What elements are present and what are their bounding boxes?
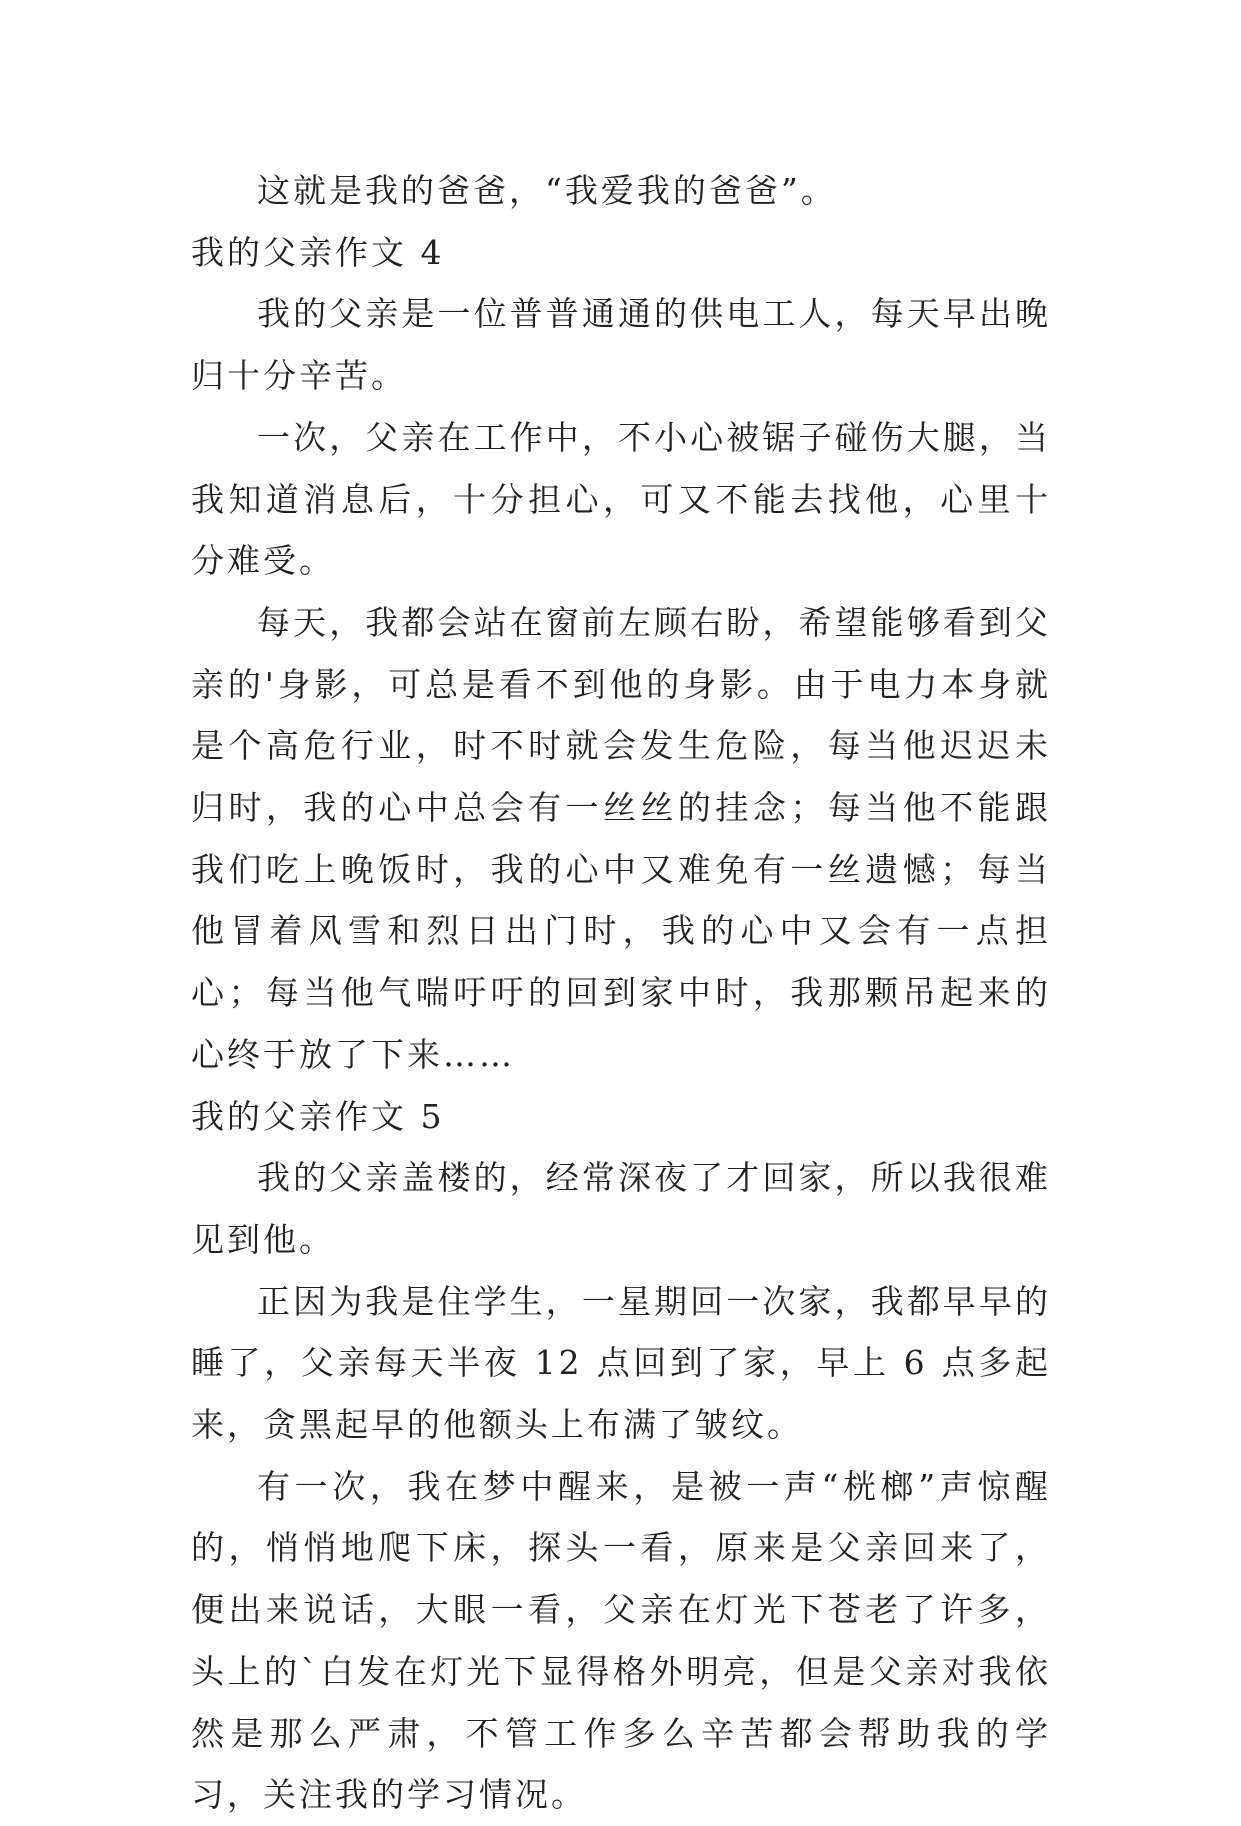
section-heading: 我的父亲作文 4 <box>191 232 445 272</box>
paragraph: 每天，我都会站在窗前左顾右盼，希望能够看到父亲的'身影，可总是看不到他的身影。由于电力本身就是个高危行业，时不时就会发生危险，每当他迟迟未归时，我的心中总会有一丝丝的挂念；每当他不能跟我们吃上晚饭时，我的心中又难免有一丝遗憾；每当他冒着风雪和烈日出门时，我的心中又会有一点担心；每当他气喘吁吁的回到家中时，我那颗吊起来的心终于放了下来…… <box>191 602 1051 1074</box>
paragraph: 正因为我是住学生，一星期回一次家，我都早早的睡了，父亲每天半夜 12 点回到了家，早上 6 点多起来，贪黑起早的他额头上布满了皱纹。 <box>191 1281 1051 1445</box>
paragraph: 我的父亲是一位普普通通的供电工人，每天早出晚归十分辛苦。 <box>191 294 1051 396</box>
paragraph: 这就是我的爸爸，“我爱我的爸爸”。 <box>257 171 837 210</box>
paragraph: 我的父亲盖楼的，经常深夜了才回家，所以我很难见到他。 <box>191 1158 1051 1259</box>
section-heading: 我的父亲作文 5 <box>191 1096 445 1136</box>
paragraph: 有一次，我在梦中醒来，是被一声“桄榔”声惊醒的，悄悄地爬下床，探头一看，原来是父亲回来了，便出来说话，大眼一看，父亲在灯光下苍老了许多，头上的`白发在灯光下显得格外明亮，但是父亲对我依然是那么严肃，不管工作多么辛苦都会帮助我的学习，关注我的学习情况。 <box>191 1466 1051 1815</box>
document-body <box>191 160 1051 1826</box>
paragraph: 一次，父亲在工作中，不小心被锯子碰伤大腿，当我知道消息后，十分担心，可又不能去找他，心里十分难受。 <box>191 417 1051 581</box>
